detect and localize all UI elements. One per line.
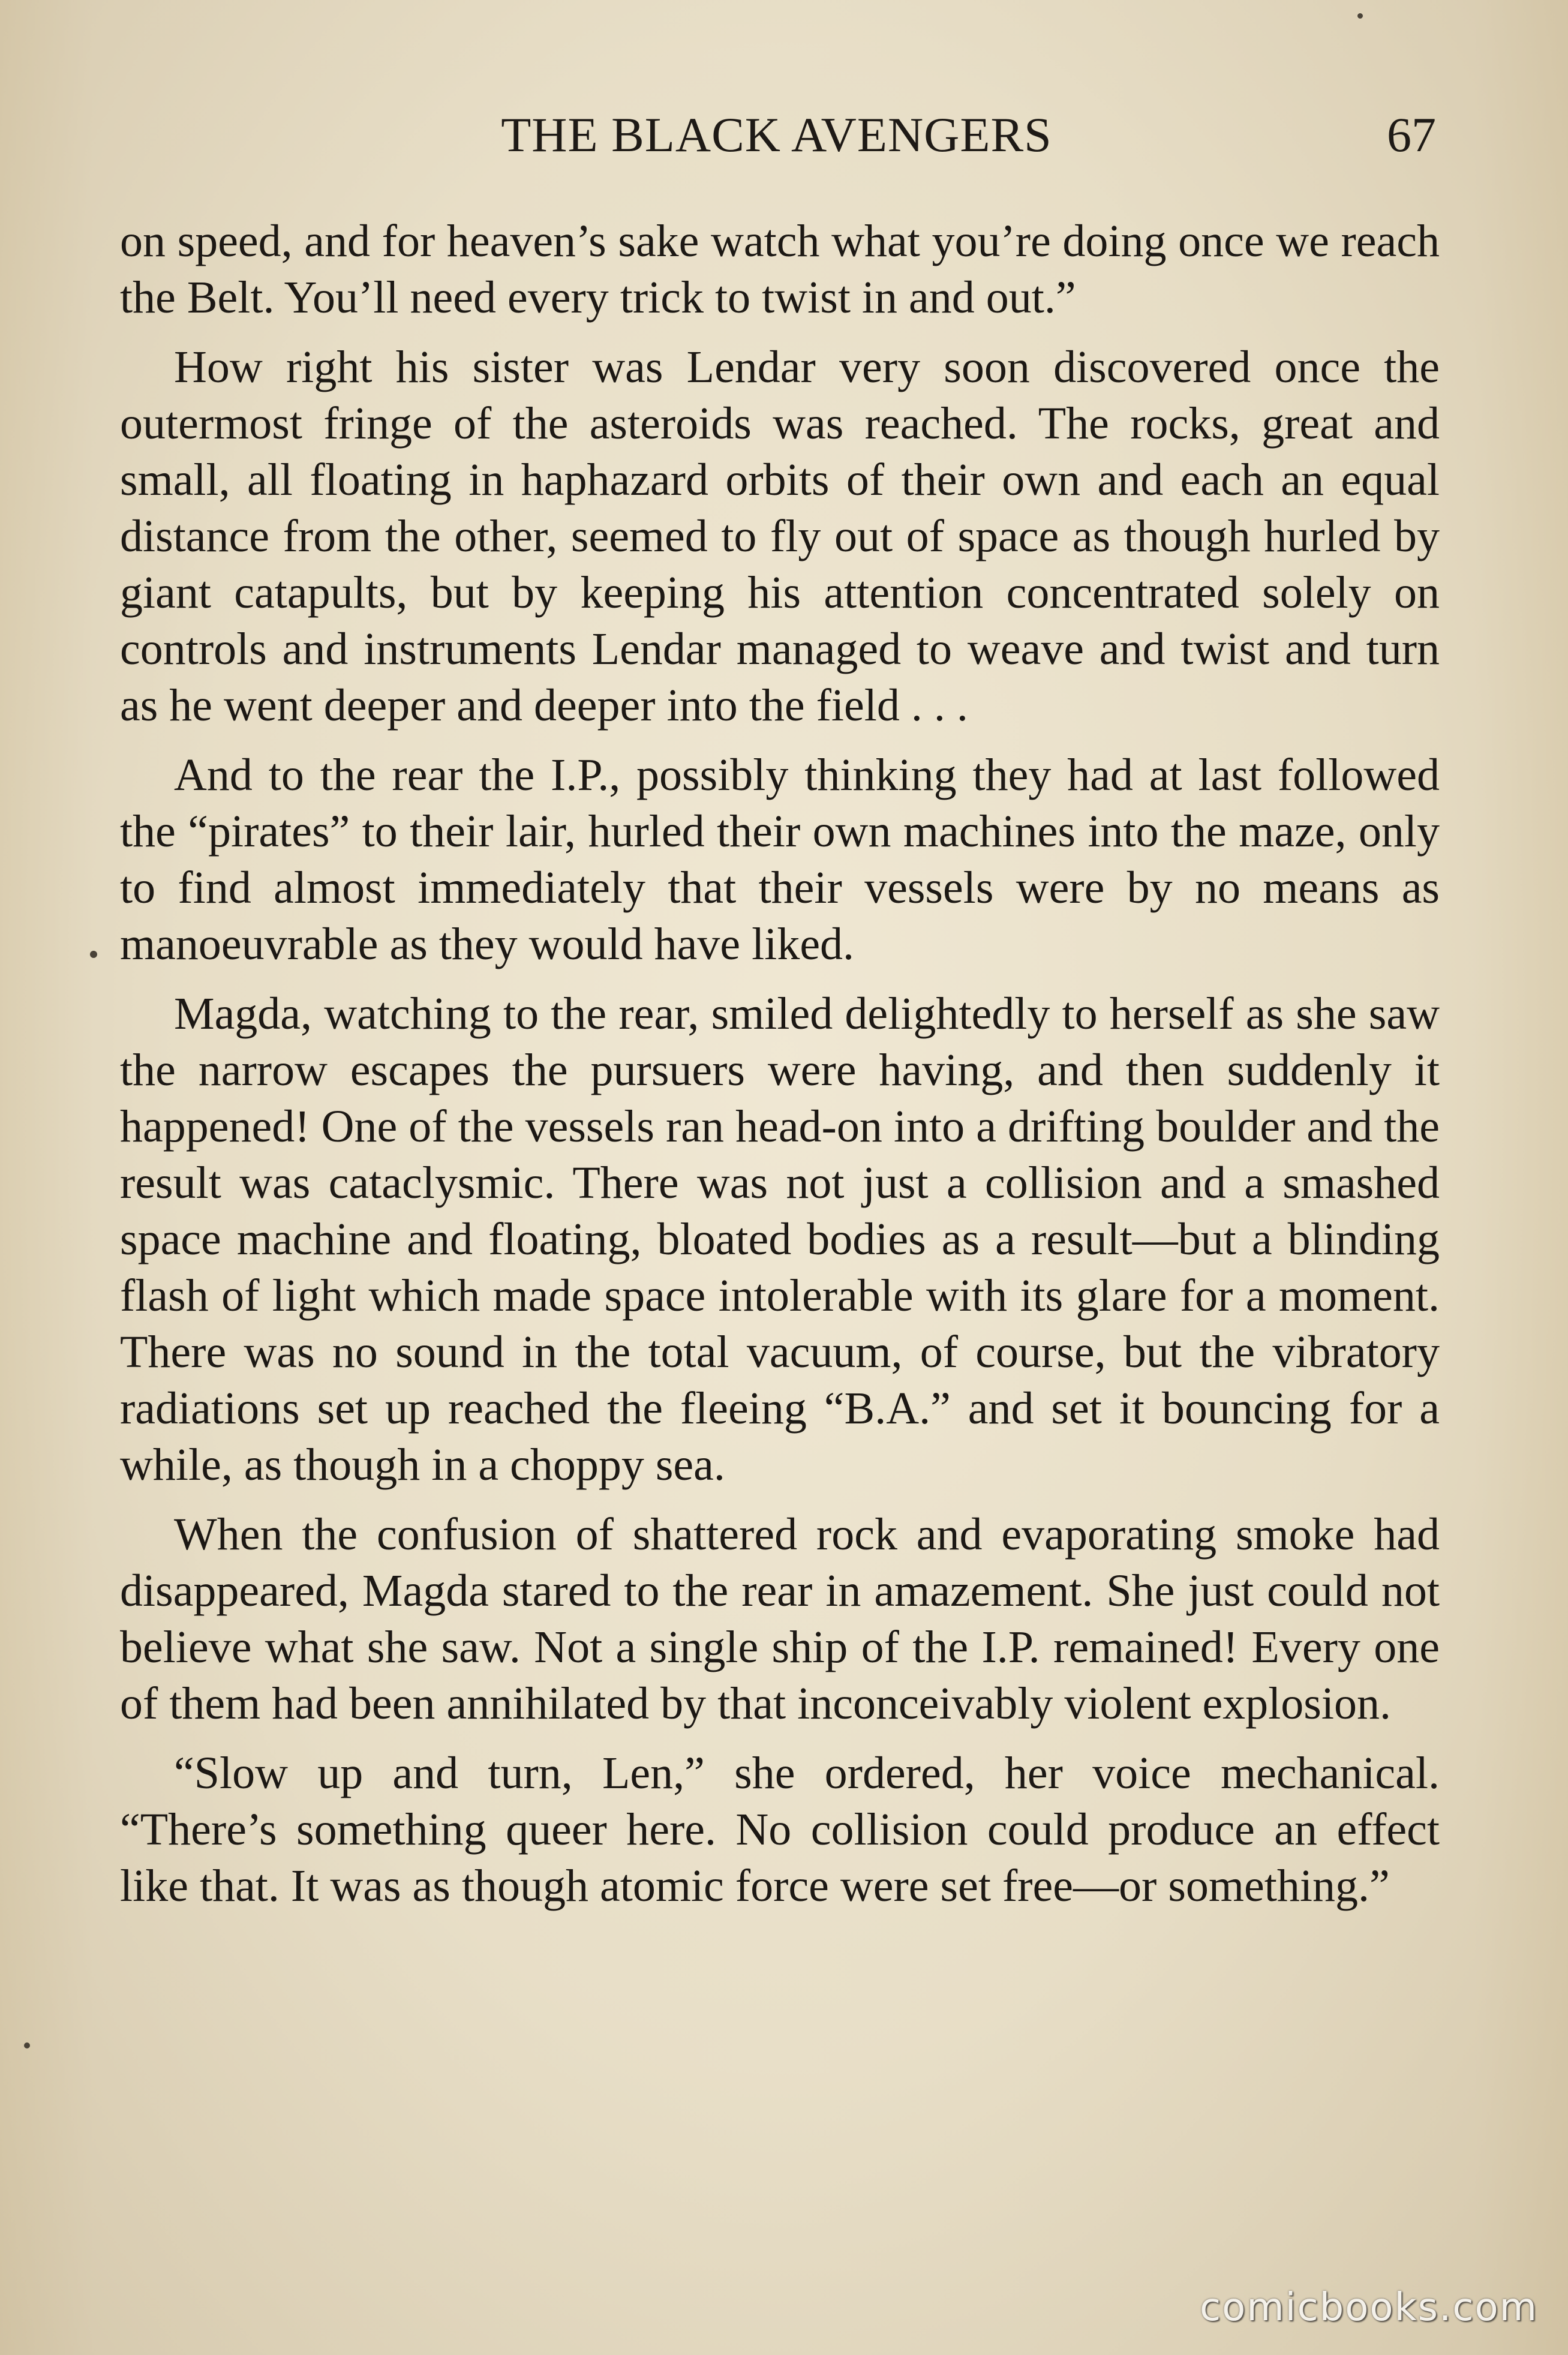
paragraph: When the confusion of shattered rock and evaporating smoke had disappeared, Magda stared to the rear in amazement. She just could not believe what she saw. Not a single ship of the I.P. remained! Every one of them had been annihilated by that inconceivably violent explosion. xyxy=(120,1509,1440,1729)
paragraph: And to the rear the I.P., possibly thinking they had at last followed the “pirates” to their lair, hurled their own machines into the maze, only to find almost immediately that their vessels were by no means as manoeuvrable as they would have liked. xyxy=(120,750,1440,969)
page-header xyxy=(117,102,1436,168)
paper-speck xyxy=(1357,13,1363,19)
paper-speck xyxy=(24,2042,30,2048)
paragraph: Magda, watching to the rear, smiled delightedly to herself as she saw the narrow escapes the pursuers were having, and then suddenly it happened! One of the vessels ran head-on into a drifting boulder and the result was cataclysmic. There was not just a collision and a smashed space machine and floating, bloated bodies as a result—but a blinding flash of light which made space intolerable with its glare for a moment. There was no sound in the total vacuum, of course, but the vibratory radiations set up reached the fleeing “B.A.” and set it bouncing for a while, as though in a choppy sea. xyxy=(120,989,1440,1490)
paper-speck xyxy=(90,951,97,958)
page-number: 67 xyxy=(1387,107,1436,162)
running-title: THE BLACK AVENGERS xyxy=(501,107,1052,162)
body-text xyxy=(120,213,1440,1927)
paragraph: “Slow up and turn, Len,” she ordered, her voice mechanical. “There’s something queer here. No collision could produce an effect like that. It was as though atomic force were set free—or something.” xyxy=(120,1748,1440,1911)
paragraph: on speed, and for heaven’s sake watch what you’re doing once we reach the Belt. You’ll need every trick to twist in and out.” xyxy=(120,216,1440,323)
watermark: comicbooks.com xyxy=(1199,2285,1538,2330)
paragraph: How right his sister was Lendar very soon discovered once the outermost fringe of the asteroids was reached. The rocks, great and small, all floating in haphazard orbits of their own and each an equal distance from the other, seemed to fly out of space as though hurled by giant catapults, but by keeping his attention concentrated solely on controls and instruments Lendar managed to weave and twist and turn as he went deeper and deeper into the field . . . xyxy=(120,342,1440,731)
